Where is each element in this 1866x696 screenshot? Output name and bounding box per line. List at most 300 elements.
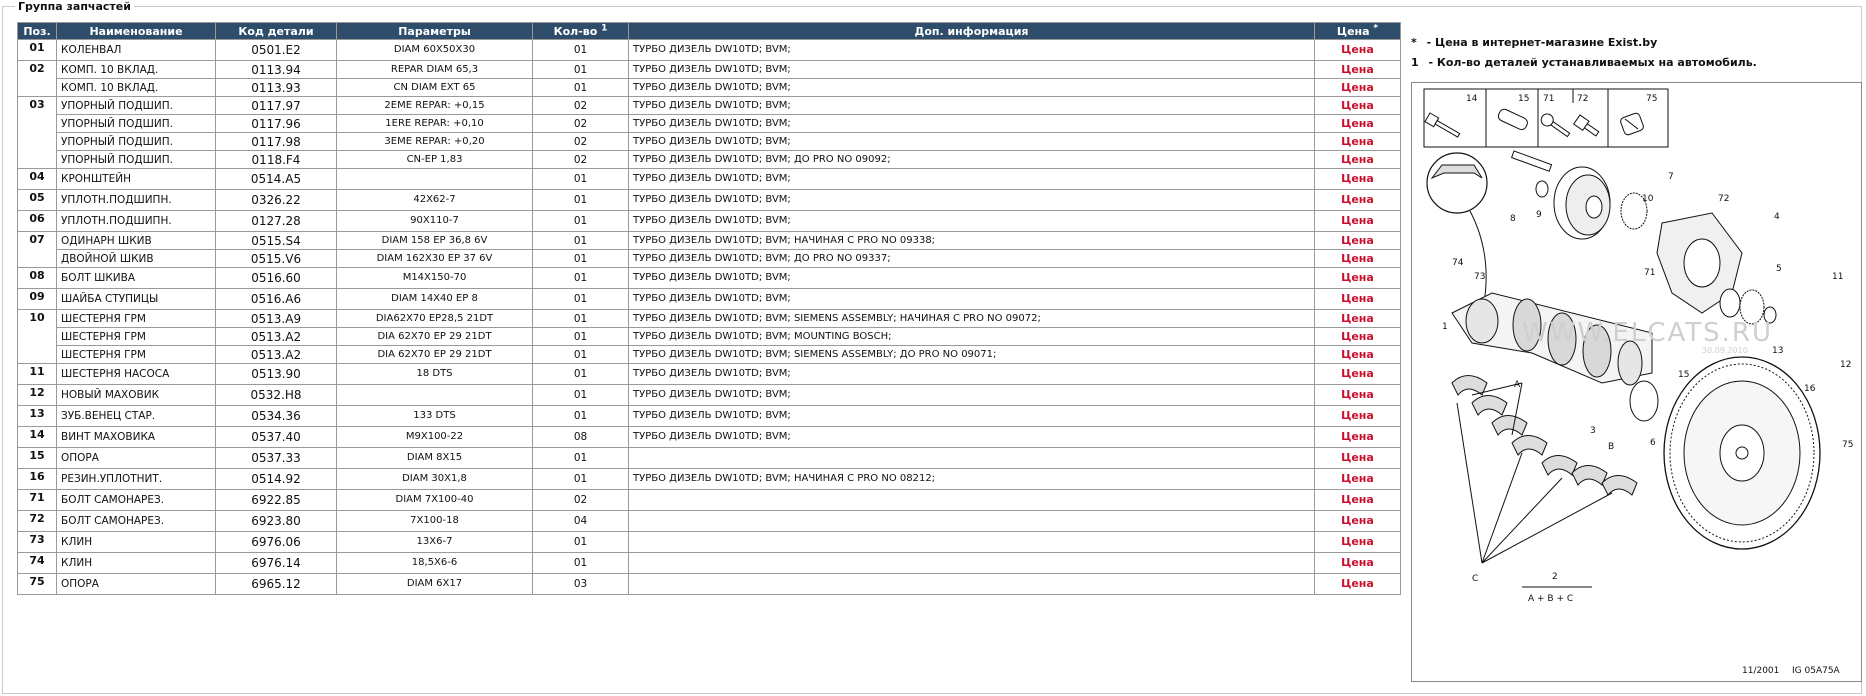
cell-name: БОЛТ САМОНАРЕЗ. [57, 511, 216, 532]
col-header-code: Код детали [216, 23, 337, 40]
callout-c: C [1472, 574, 1479, 584]
cell-name: ВИНТ МАХОВИКА [57, 427, 216, 448]
cell-qty: 01 [533, 469, 629, 490]
table-row [18, 169, 1401, 190]
callout-4: 4 [1774, 212, 1780, 222]
cell-price [1315, 310, 1401, 328]
table-row [18, 574, 1401, 595]
cell-pos: 02 [18, 61, 57, 97]
price-link[interactable]: Цена [1341, 193, 1374, 206]
cell-info: ТУРБО ДИЗЕЛЬ DW10TD; BVM; ДО PRO NO 09337; [629, 250, 1315, 268]
cell-code: 0113.93 [216, 79, 337, 97]
cell-info: ТУРБО ДИЗЕЛЬ DW10TD; BVM; SIEMENS ASSEMBLY; НАЧИНАЯ С PRO NO 09072; [629, 310, 1315, 328]
cell-pos: 07 [18, 232, 57, 268]
cell-params: DIA 62X70 EP 29 21DT [337, 346, 533, 364]
table-row [18, 133, 1401, 151]
price-link[interactable]: Цена [1341, 451, 1374, 464]
cell-qty: 01 [533, 385, 629, 406]
cell-code: 0117.97 [216, 97, 337, 115]
cell-params: 2EME REPAR: +0,15 [337, 97, 533, 115]
cell-info: ТУРБО ДИЗЕЛЬ DW10TD; BVM; [629, 40, 1315, 61]
price-link[interactable]: Цена [1341, 535, 1374, 548]
cell-info: ТУРБО ДИЗЕЛЬ DW10TD; BVM; SIEMENS ASSEMBLY; ДО PRO NO 09071; [629, 346, 1315, 364]
strip-label-15: 15 [1518, 94, 1530, 104]
cell-code: 0514.92 [216, 469, 337, 490]
cell-qty: 01 [533, 190, 629, 211]
table-header [18, 23, 1401, 40]
col-header-info: Доп. информация [629, 23, 1315, 40]
cell-info [629, 448, 1315, 469]
seal-6-drawing [1630, 381, 1658, 421]
cell-info [629, 490, 1315, 511]
pulley-7-drawing [1554, 167, 1610, 239]
cell-params: DIAM 60X50X30 [337, 40, 533, 61]
qty-note-text: - Кол-во деталей устанавливаемых на автомобиль. [1424, 56, 1757, 69]
callout-72: 72 [1718, 194, 1730, 204]
col-header-name: Наименование [57, 23, 216, 40]
cell-name: ШЕСТЕРНЯ ГРМ [57, 346, 216, 364]
cell-name: ШАЙБА СТУПИЦЫ [57, 289, 216, 310]
table-row [18, 448, 1401, 469]
strip-label-14: 14 [1466, 94, 1478, 104]
cell-qty: 03 [533, 574, 629, 595]
cell-price [1315, 532, 1401, 553]
cell-info: ТУРБО ДИЗЕЛЬ DW10TD; BVM; [629, 385, 1315, 406]
cell-name: ОДИНАРН ШКИВ [57, 232, 216, 250]
cell-code: 6976.14 [216, 553, 337, 574]
cell-code: 0326.22 [216, 190, 337, 211]
price-link[interactable]: Цена [1341, 172, 1374, 185]
callout-75: 75 [1842, 440, 1854, 450]
top-parts-strip [1424, 89, 1668, 147]
cell-qty: 01 [533, 232, 629, 250]
callout-13: 13 [1772, 346, 1784, 356]
cell-name: КРОНШТЕЙН [57, 169, 216, 190]
cell-code: 0117.98 [216, 133, 337, 151]
cell-params: DIAM 7X100-40 [337, 490, 533, 511]
footer-code: IG 05A75A [1792, 666, 1840, 676]
cell-price [1315, 490, 1401, 511]
price-header-footnote: * [1373, 22, 1379, 33]
cell-info: ТУРБО ДИЗЕЛЬ DW10TD; BVM; [629, 133, 1315, 151]
cell-code: 0118.F4 [216, 151, 337, 169]
parts-diagram [1411, 82, 1862, 682]
cell-code: 0516.A6 [216, 289, 337, 310]
cell-info [629, 511, 1315, 532]
cell-params: DIAM 6X17 [337, 574, 533, 595]
cell-code: 0516.60 [216, 268, 337, 289]
cell-params: 133 DTS [337, 406, 533, 427]
price-link[interactable]: Цена [1341, 214, 1374, 227]
cell-qty: 01 [533, 310, 629, 328]
cell-code: 0514.A5 [216, 169, 337, 190]
cell-pos: 71 [18, 490, 57, 511]
cell-params: 13X6-7 [337, 532, 533, 553]
callout-8: 8 [1510, 214, 1516, 224]
bearing-shells-drawing [1452, 376, 1637, 564]
cell-pos: 08 [18, 268, 57, 289]
table-row [18, 232, 1401, 250]
bolt-71-icon [1539, 112, 1572, 140]
price-note-mark: * [1411, 36, 1417, 49]
exploded-view-drawing [1412, 83, 1861, 681]
cell-name: БОЛТ САМОНАРЕЗ. [57, 490, 216, 511]
cell-info [629, 553, 1315, 574]
cell-qty: 01 [533, 346, 629, 364]
table-row [18, 364, 1401, 385]
cell-pos: 15 [18, 448, 57, 469]
cell-pos: 11 [18, 364, 57, 385]
cell-name: КЛИН [57, 553, 216, 574]
cell-price [1315, 190, 1401, 211]
cell-pos: 04 [18, 169, 57, 190]
table-row [18, 511, 1401, 532]
cell-name: КОМП. 10 ВКЛАД. [57, 79, 216, 97]
cell-info: ТУРБО ДИЗЕЛЬ DW10TD; BVM; НАЧИНАЯ С PRO NO 08212; [629, 469, 1315, 490]
price-link[interactable]: Цена [1341, 514, 1374, 527]
callout-a: A [1514, 380, 1521, 390]
price-link[interactable]: Цена [1341, 577, 1374, 590]
watermark-date: 30.09.2010 [1702, 346, 1748, 355]
cell-pos: 05 [18, 190, 57, 211]
cell-name: УПОРНЫЙ ПОДШИП. [57, 115, 216, 133]
cell-price [1315, 133, 1401, 151]
cell-code: 0127.28 [216, 211, 337, 232]
cell-qty: 01 [533, 364, 629, 385]
table-row [18, 151, 1401, 169]
price-link[interactable]: Цена [1341, 80, 1374, 94]
cell-params: DIA62X70 EP28,5 21DT [337, 310, 533, 328]
cell-qty: 02 [533, 490, 629, 511]
price-link[interactable]: Цена [1341, 367, 1374, 380]
price-link[interactable]: Цена [1341, 116, 1374, 130]
table-row [18, 115, 1401, 133]
price-link[interactable]: Цена [1341, 493, 1374, 506]
cell-code: 0513.90 [216, 364, 337, 385]
callout-15: 15 [1678, 370, 1690, 380]
table-row [18, 310, 1401, 328]
cell-info: ТУРБО ДИЗЕЛЬ DW10TD; BVM; ДО PRO NO 09092; [629, 151, 1315, 169]
cell-price [1315, 232, 1401, 250]
cell-pos: 74 [18, 553, 57, 574]
cell-code: 6923.80 [216, 511, 337, 532]
qty-header-label: Кол-во [553, 24, 598, 38]
cell-name: РЕЗИН.УПЛОТНИТ. [57, 469, 216, 490]
cell-info: ТУРБО ДИЗЕЛЬ DW10TD; BVM; [629, 190, 1315, 211]
price-note [1411, 36, 1657, 50]
cell-price [1315, 268, 1401, 289]
table-row [18, 328, 1401, 346]
parts-body [18, 40, 1401, 595]
table-row [18, 40, 1401, 61]
cell-name: ШЕСТЕРНЯ ГРМ [57, 310, 216, 328]
parts-table [17, 22, 1401, 595]
cell-price [1315, 328, 1401, 346]
cell-price [1315, 511, 1401, 532]
table-row [18, 469, 1401, 490]
cell-code: 0515.S4 [216, 232, 337, 250]
cell-pos: 06 [18, 211, 57, 232]
cell-name: ОПОРА [57, 574, 216, 595]
cell-qty: 02 [533, 133, 629, 151]
cell-pos: 14 [18, 427, 57, 448]
cell-name: УПЛОТН.ПОДШИПН. [57, 190, 216, 211]
sleeve-15-icon [1497, 108, 1529, 132]
cell-code: 0113.94 [216, 61, 337, 79]
price-link[interactable]: Цена [1341, 43, 1374, 56]
cell-info: ТУРБО ДИЗЕЛЬ DW10TD; BVM; НАЧИНАЯ С PRO NO 09338; [629, 232, 1315, 250]
cell-name: КЛИН [57, 532, 216, 553]
table-row [18, 427, 1401, 448]
cell-params: DIAM 14X40 EP 8 [337, 289, 533, 310]
cell-price [1315, 211, 1401, 232]
bolt-8-drawing [1512, 151, 1552, 197]
callout-1: 1 [1442, 322, 1448, 332]
price-link[interactable]: Цена [1341, 134, 1374, 148]
price-link[interactable]: Цена [1341, 271, 1374, 284]
cell-params: 18 DTS [337, 364, 533, 385]
cell-price [1315, 115, 1401, 133]
qty-header-footnote: 1 [601, 22, 608, 33]
cell-name: УПОРНЫЙ ПОДШИП. [57, 151, 216, 169]
cell-name: КОМП. 10 ВКЛАД. [57, 61, 216, 79]
price-link[interactable]: Цена [1341, 251, 1374, 265]
col-header-price [1315, 23, 1401, 40]
strip-label-72: 72 [1577, 94, 1589, 104]
cell-info: ТУРБО ДИЗЕЛЬ DW10TD; BVM; [629, 97, 1315, 115]
callout-5: 5 [1776, 264, 1782, 274]
cell-code: 0117.96 [216, 115, 337, 133]
cell-code: 0513.A2 [216, 328, 337, 346]
table-row [18, 532, 1401, 553]
cell-pos: 03 [18, 97, 57, 169]
price-link[interactable]: Цена [1341, 62, 1374, 76]
cell-qty: 01 [533, 532, 629, 553]
callout-73: 73 [1474, 272, 1486, 282]
cell-price [1315, 40, 1401, 61]
cell-price [1315, 97, 1401, 115]
callout-6: 6 [1650, 438, 1656, 448]
cell-code: 0532.H8 [216, 385, 337, 406]
callout-b: B [1608, 442, 1615, 452]
cell-qty: 01 [533, 211, 629, 232]
cell-code: 0515.V6 [216, 250, 337, 268]
callout-74: 74 [1452, 258, 1464, 268]
table-row [18, 385, 1401, 406]
cell-pos: 16 [18, 469, 57, 490]
cell-info: ТУРБО ДИЗЕЛЬ DW10TD; BVM; [629, 61, 1315, 79]
cell-price [1315, 448, 1401, 469]
cell-name: БОЛТ ШКИВА [57, 268, 216, 289]
callout-3: 3 [1590, 426, 1596, 436]
cell-params: 42X62-7 [337, 190, 533, 211]
cell-qty: 01 [533, 448, 629, 469]
cell-qty: 01 [533, 250, 629, 268]
cell-qty: 02 [533, 115, 629, 133]
cell-pos: 12 [18, 385, 57, 406]
cell-info: ТУРБО ДИЗЕЛЬ DW10TD; BVM; [629, 169, 1315, 190]
cell-params: 7X100-18 [337, 511, 533, 532]
callout-2: 2 [1552, 572, 1558, 582]
cell-price [1315, 364, 1401, 385]
cell-price [1315, 553, 1401, 574]
table-row [18, 553, 1401, 574]
cell-params: CN-EP 1,83 [337, 151, 533, 169]
cell-price [1315, 346, 1401, 364]
flywheel-drawing [1664, 357, 1820, 549]
cell-code: 0513.A2 [216, 346, 337, 364]
cell-info [629, 574, 1315, 595]
cell-code: 0537.33 [216, 448, 337, 469]
cell-info: ТУРБО ДИЗЕЛЬ DW10TD; BVM; [629, 406, 1315, 427]
cell-qty: 01 [533, 406, 629, 427]
cell-price [1315, 469, 1401, 490]
qty-note-mark: 1 [1411, 56, 1419, 69]
cell-info: ТУРБО ДИЗЕЛЬ DW10TD; BVM; [629, 115, 1315, 133]
cell-price [1315, 169, 1401, 190]
cell-params: DIAM 158 EP 36,8 6V [337, 232, 533, 250]
cell-qty: 01 [533, 79, 629, 97]
cell-qty: 08 [533, 427, 629, 448]
table-row [18, 79, 1401, 97]
table-row [18, 268, 1401, 289]
cell-name: УПОРНЫЙ ПОДШИП. [57, 133, 216, 151]
cell-price [1315, 61, 1401, 79]
callout-71: 71 [1644, 268, 1656, 278]
price-link[interactable]: Цена [1341, 152, 1374, 166]
cell-price [1315, 79, 1401, 97]
strip-label-75: 75 [1646, 94, 1658, 104]
cell-price [1315, 427, 1401, 448]
cell-params: DIAM 8X15 [337, 448, 533, 469]
cell-code: 6922.85 [216, 490, 337, 511]
callout-7: 7 [1668, 172, 1674, 182]
table-row [18, 406, 1401, 427]
cell-info: ТУРБО ДИЗЕЛЬ DW10TD; BVM; [629, 268, 1315, 289]
cell-params: REPAR DIAM 65,3 [337, 61, 533, 79]
cell-info: ТУРБО ДИЗЕЛЬ DW10TD; BVM; MOUNTING BOSCH; [629, 328, 1315, 346]
cell-code: 0501.E2 [216, 40, 337, 61]
callout-10: 10 [1642, 194, 1654, 204]
cell-qty: 01 [533, 40, 629, 61]
cell-info: ТУРБО ДИЗЕЛЬ DW10TD; BVM; [629, 289, 1315, 310]
cell-name: ШЕСТЕРНЯ НАСОСА [57, 364, 216, 385]
cell-qty: 01 [533, 169, 629, 190]
group-title: Группа запчастей [15, 0, 134, 13]
table-row [18, 250, 1401, 268]
col-header-qty [533, 23, 629, 40]
strip-label-71: 71 [1543, 94, 1555, 104]
table-row [18, 490, 1401, 511]
cell-info: ТУРБО ДИЗЕЛЬ DW10TD; BVM; [629, 211, 1315, 232]
cell-name: УПЛОТН.ПОДШИПН. [57, 211, 216, 232]
cell-params: 90X110-7 [337, 211, 533, 232]
price-link[interactable]: Цена [1341, 98, 1374, 112]
cell-name: ШЕСТЕРНЯ ГРМ [57, 328, 216, 346]
cell-params: 18,5X6-6 [337, 553, 533, 574]
cell-params: M14X150-70 [337, 268, 533, 289]
cell-pos: 75 [18, 574, 57, 595]
cell-qty: 02 [533, 97, 629, 115]
cell-price [1315, 151, 1401, 169]
cell-params: 1ERE REPAR: +0,10 [337, 115, 533, 133]
price-link[interactable]: Цена [1341, 409, 1374, 422]
cell-price [1315, 574, 1401, 595]
cell-params: DIAM 162X30 EP 37 6V [337, 250, 533, 268]
cell-qty: 01 [533, 289, 629, 310]
bolt-72-icon [1574, 115, 1601, 138]
price-link[interactable]: Цена [1341, 472, 1374, 485]
cell-info: ТУРБО ДИЗЕЛЬ DW10TD; BVM; [629, 364, 1315, 385]
cell-info: ТУРБО ДИЗЕЛЬ DW10TD; BVM; [629, 79, 1315, 97]
cell-pos: 10 [18, 310, 57, 364]
cell-params: CN DIAM EXT 65 [337, 79, 533, 97]
cell-qty: 01 [533, 268, 629, 289]
callout-12: 12 [1840, 360, 1852, 370]
col-header-pos: Поз. [18, 23, 57, 40]
cell-code: 0513.A9 [216, 310, 337, 328]
cell-code: 0534.36 [216, 406, 337, 427]
cell-code: 6976.06 [216, 532, 337, 553]
price-link[interactable]: Цена [1341, 233, 1374, 247]
table-row [18, 61, 1401, 79]
watermark-text: WWW.ELCATS.RU [1522, 318, 1773, 348]
cell-params: DIAM 30X1,8 [337, 469, 533, 490]
cell-name: КОЛЕНВАЛ [57, 40, 216, 61]
cell-price [1315, 406, 1401, 427]
cell-info: ТУРБО ДИЗЕЛЬ DW10TD; BVM; [629, 427, 1315, 448]
price-link[interactable]: Цена [1341, 292, 1374, 305]
cell-qty: 02 [533, 151, 629, 169]
cell-qty: 01 [533, 61, 629, 79]
cell-qty: 01 [533, 328, 629, 346]
cell-pos: 01 [18, 40, 57, 61]
table-row [18, 190, 1401, 211]
callout-16: 16 [1804, 384, 1816, 394]
price-link[interactable]: Цена [1341, 329, 1374, 343]
cell-params: M9X100-22 [337, 427, 533, 448]
col-header-params: Параметры [337, 23, 533, 40]
price-link[interactable]: Цена [1341, 556, 1374, 569]
price-link[interactable]: Цена [1341, 430, 1374, 443]
table-row [18, 97, 1401, 115]
footer-date: 11/2001 [1742, 666, 1780, 676]
bolt-14-icon [1425, 113, 1461, 140]
callout-abc: A + B + C [1528, 594, 1574, 604]
cell-pos: 72 [18, 511, 57, 532]
cell-params: 3EME REPAR: +0,20 [337, 133, 533, 151]
price-header-label: Цена [1336, 24, 1370, 38]
cell-name: НОВЫЙ МАХОВИК [57, 385, 216, 406]
cell-pos: 13 [18, 406, 57, 427]
callout-11: 11 [1832, 272, 1844, 282]
price-link[interactable]: Цена [1341, 388, 1374, 401]
cell-pos: 73 [18, 532, 57, 553]
cell-name: ДВОЙНОЙ ШКИВ [57, 250, 216, 268]
price-link[interactable]: Цена [1341, 311, 1374, 325]
cell-pos: 09 [18, 289, 57, 310]
cell-info [629, 532, 1315, 553]
price-link[interactable]: Цена [1341, 347, 1374, 361]
cell-qty: 04 [533, 511, 629, 532]
qty-note [1411, 56, 1757, 70]
cell-price [1315, 250, 1401, 268]
table-row [18, 289, 1401, 310]
cell-price [1315, 385, 1401, 406]
cell-name: УПОРНЫЙ ПОДШИП. [57, 97, 216, 115]
cell-name: ОПОРА [57, 448, 216, 469]
cell-params [337, 169, 533, 190]
